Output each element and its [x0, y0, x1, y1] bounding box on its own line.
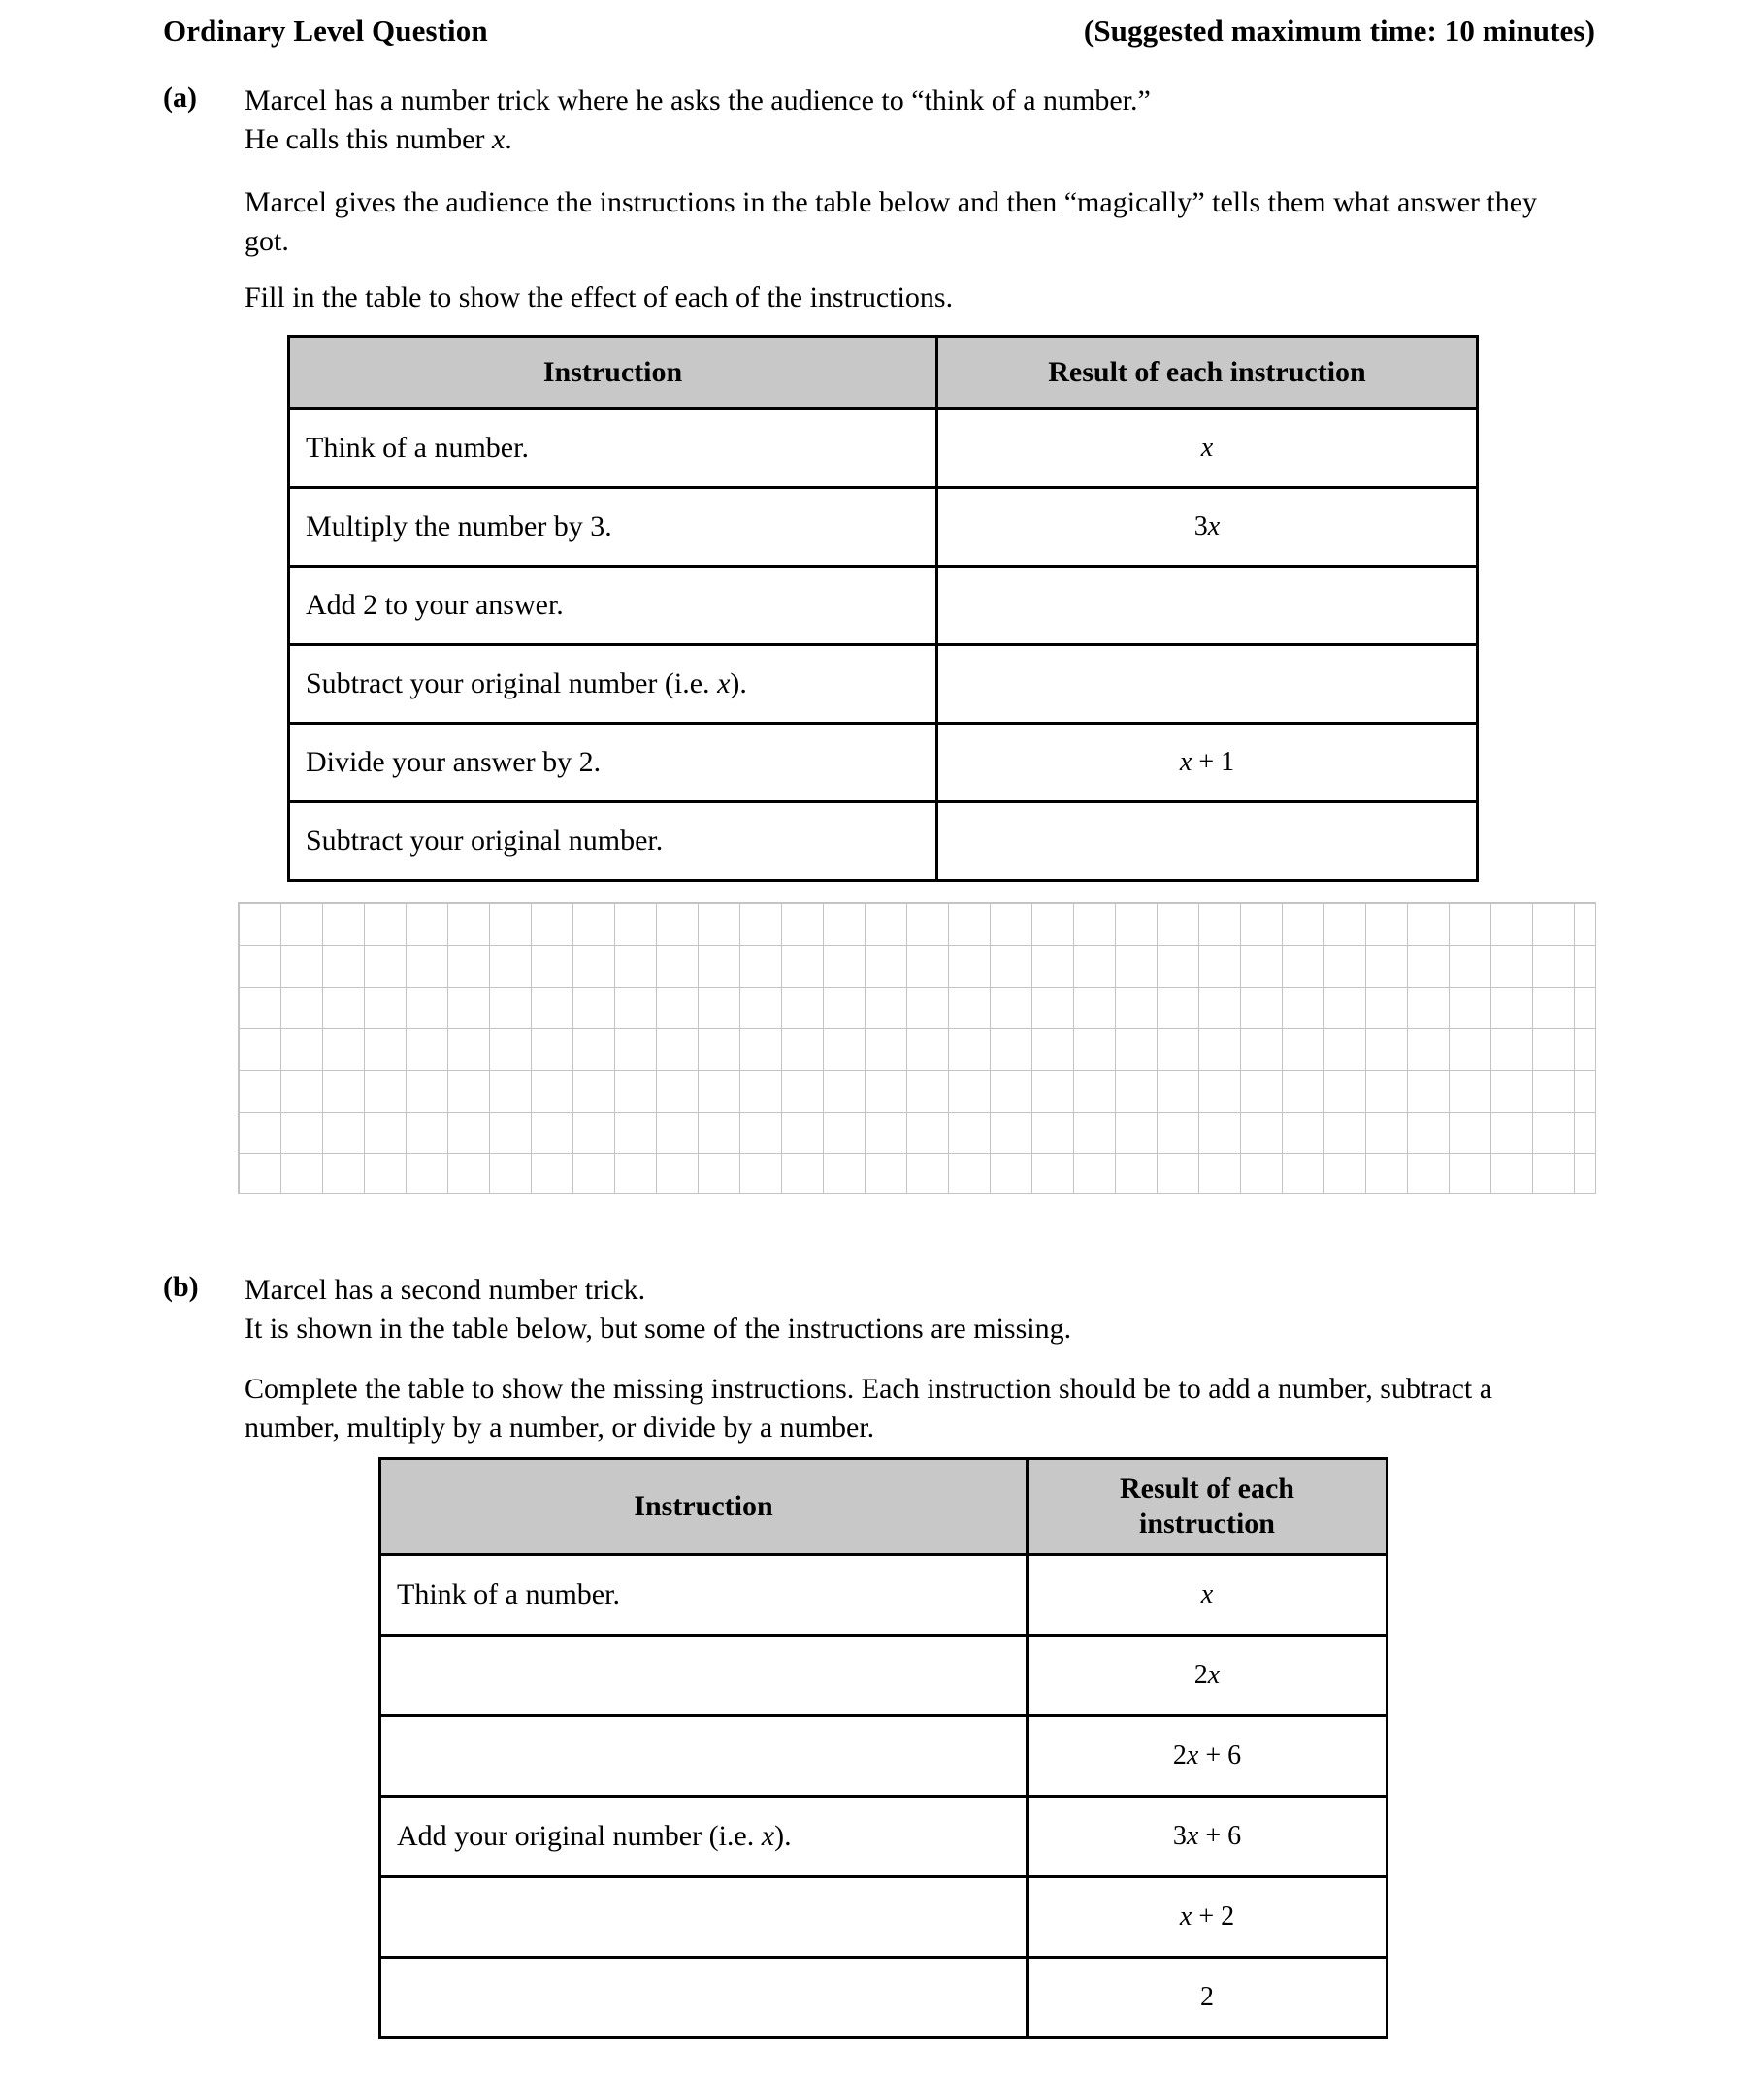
variable-x: x: [1200, 1579, 1214, 1609]
table-a-header-result: Result of each instruction: [937, 337, 1478, 409]
table-b-instruction-cell[interactable]: [380, 1716, 1028, 1797]
table-b-header-result-line2: instruction: [1138, 1508, 1275, 1540]
instruction-text: Subtract your original number (i.e.: [306, 667, 718, 699]
part-a-paragraph-3: Fill in the table to show the effect of each of the instructions.: [245, 281, 954, 313]
variable-x: x: [1207, 1660, 1221, 1690]
table-b-result-cell[interactable]: [1028, 1958, 1388, 2038]
table-a-result-cell[interactable]: [937, 724, 1478, 802]
result-tail: + 2: [1192, 1901, 1235, 1932]
result-expression: [1201, 1579, 1213, 1609]
table-a-instruction-cell[interactable]: [289, 724, 937, 802]
table-row: [289, 409, 1478, 488]
table-a-result-cell[interactable]: [937, 802, 1478, 881]
variable-x: x: [761, 1820, 775, 1852]
result-coefficient: 3: [1193, 511, 1208, 541]
result-expression: [1180, 1901, 1234, 1932]
result-tail: + 1: [1192, 747, 1235, 777]
result-coefficient: 2: [1193, 1660, 1208, 1690]
part-a-paragraph-2: Marcel gives the audience the instructions in the table below and then “magically” tells them what answer they got.: [245, 186, 1538, 257]
part-a-para1-line1: Marcel has a number trick where he asks the audience to “think of a number.”: [245, 84, 1151, 116]
result-tail: + 6: [1198, 1740, 1242, 1770]
result-expression: [1173, 1821, 1241, 1851]
table-b-instruction-cell[interactable]: [380, 1797, 1028, 1877]
table-row: [289, 802, 1478, 881]
table-row: [380, 1877, 1388, 1958]
instruction-text-tail: ).: [730, 667, 747, 699]
instruction-table-b: [378, 1457, 1388, 2039]
table-row: [380, 1797, 1388, 1877]
table-b-header-result: [1028, 1459, 1388, 1555]
table-b-result-cell[interactable]: [1028, 1716, 1388, 1797]
instruction-text: Think of a number.: [397, 1578, 620, 1610]
table-row: [380, 1555, 1388, 1636]
result-expression: [1200, 1982, 1214, 2012]
result-tail: + 6: [1198, 1821, 1242, 1851]
variable-x: x: [1186, 1740, 1199, 1770]
table-b-instruction-cell[interactable]: [380, 1877, 1028, 1958]
suggested-time-note: (Suggested maximum time: 10 minutes): [1083, 14, 1595, 48]
part-b-para1-line1: Marcel has a second number trick.: [245, 1274, 646, 1306]
part-a-para1-line2-pre: He calls this number: [245, 122, 492, 155]
result-expression: [1180, 747, 1234, 777]
table-b-instruction-cell[interactable]: [380, 1636, 1028, 1716]
table-b-result-cell[interactable]: [1028, 1555, 1388, 1636]
table-a-instruction-cell[interactable]: [289, 409, 937, 488]
variable-x: x: [1207, 511, 1221, 541]
variable-x: x: [717, 667, 731, 699]
variable-x: x: [491, 122, 506, 155]
table-row: [289, 724, 1478, 802]
instruction-table-a: [287, 335, 1479, 882]
part-b-para1-line2: It is shown in the table below, but some of the instructions are missing.: [245, 1312, 1072, 1345]
table-b-result-cell[interactable]: [1028, 1797, 1388, 1877]
table-b-instruction-cell[interactable]: [380, 1555, 1028, 1636]
result-expression: [1194, 511, 1220, 541]
table-a-instruction-cell[interactable]: [289, 488, 937, 567]
page-title: Ordinary Level Question: [163, 14, 488, 48]
table-b-header-result-line1: Result of each: [1120, 1473, 1294, 1505]
table-b-result-cell[interactable]: [1028, 1877, 1388, 1958]
table-row: [289, 645, 1478, 724]
part-a-label: (a): [163, 81, 197, 114]
answer-working-grid: [238, 902, 1596, 1194]
variable-x: x: [1179, 1901, 1192, 1932]
result-expression: [1194, 1660, 1220, 1690]
table-row: [289, 488, 1478, 567]
part-b-paragraph-1: [245, 1271, 1545, 1347]
table-row: [380, 1958, 1388, 2038]
table-a-result-cell[interactable]: [937, 488, 1478, 567]
instruction-text: Add your original number (i.e.: [397, 1820, 762, 1852]
result-expression: [1173, 1740, 1241, 1770]
variable-x: x: [1200, 433, 1214, 463]
table-b-header-instruction: Instruction: [380, 1459, 1028, 1555]
table-a-header-row: [289, 337, 1478, 409]
result-expression: [1201, 433, 1213, 463]
part-a-paragraph-1: [245, 81, 1496, 158]
result-coefficient: 3: [1172, 1821, 1187, 1851]
table-row: [289, 567, 1478, 645]
instruction-text-tail: ).: [774, 1820, 792, 1852]
table-b-result-cell[interactable]: [1028, 1636, 1388, 1716]
result-coefficient: 2: [1172, 1740, 1187, 1770]
variable-x: x: [1186, 1821, 1199, 1851]
table-b-header-row: [380, 1459, 1388, 1555]
table-row: [380, 1636, 1388, 1716]
instruction-text: Subtract your original number.: [306, 825, 664, 857]
part-a-para1-line2-post: .: [505, 122, 512, 155]
part-b-label: (b): [163, 1271, 199, 1303]
table-a-result-cell[interactable]: [937, 409, 1478, 488]
table-a-result-cell[interactable]: [937, 645, 1478, 724]
variable-x: x: [1179, 747, 1192, 777]
result-tail: 2: [1200, 1982, 1214, 2012]
table-a-instruction-cell[interactable]: [289, 567, 937, 645]
table-a-instruction-cell[interactable]: [289, 645, 937, 724]
part-b-paragraph-2: Complete the table to show the missing instructions. Each instruction should be to add a number, subtract a number, multiply by a number, or divide by a number.: [245, 1373, 1493, 1444]
table-row: [380, 1716, 1388, 1797]
instruction-text: Add 2 to your answer.: [306, 589, 564, 621]
table-a-result-cell[interactable]: [937, 567, 1478, 645]
instruction-text: Divide your answer by 2.: [306, 746, 602, 778]
table-a-instruction-cell[interactable]: [289, 802, 937, 881]
instruction-text: Multiply the number by 3.: [306, 510, 612, 542]
table-b-instruction-cell[interactable]: [380, 1958, 1028, 2038]
page-header: [163, 14, 1599, 49]
instruction-text: Think of a number.: [306, 432, 529, 464]
table-a-header-instruction: Instruction: [289, 337, 937, 409]
